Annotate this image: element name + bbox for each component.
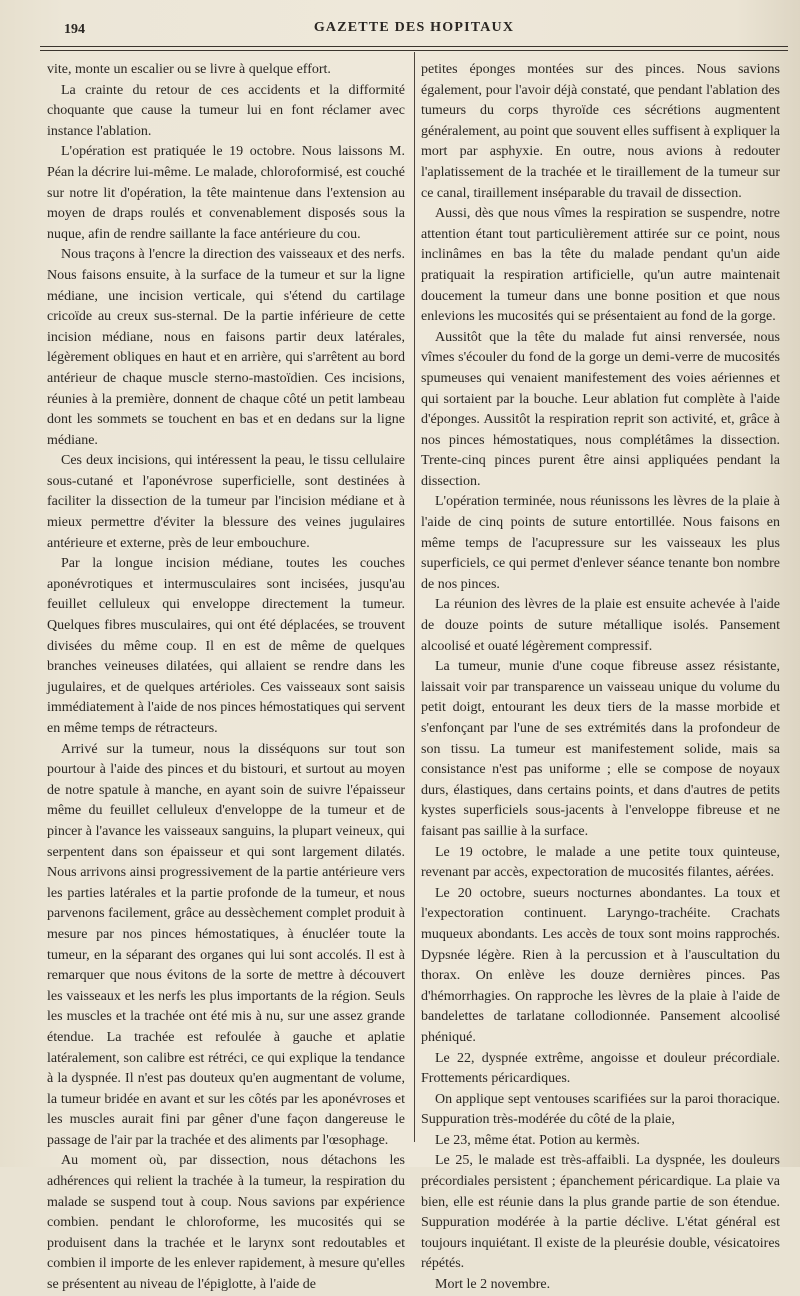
- right-column: [421, 60, 780, 1293]
- paragraph: vite, monte un escalier ou se livre à quelque effort.: [47, 62, 331, 77]
- paragraph: petites éponges montées sur des pinces. Nous savions également, pour l'avoir déjà constaté, que pendant l'ablation des tumeurs du corps thyroïde ces sécrétions augmentent généralement, au point que souvent elles suffisent à expliquer la mort par asphyxie. En outre, nous avions à redouter l'aplatissement de la trachée et le tiraillement de la tumeur sur ce canal, tiraillement inséparable du travail de dissection.: [421, 62, 780, 201]
- paragraph: Aussi, dès que nous vîmes la respiration se suspendre, notre attention étant tout particulièrement attirée sur ce point, nous inclinâmes en bas la tête du malade pendant qu'un aide pratiquait la respiration artificielle, qu'un autre maintenait doucement la tumeur dans une bonne position et que nous enlevions les mucosités qui se présentaient au fond de la gorge.: [421, 206, 780, 325]
- page-number: 194: [64, 22, 85, 37]
- paragraph: Au moment où, par dissection, nous détachons les adhérences qui relient la trachée à la tumeur, la respiration du malade se suspend tout à coup. Nous savions par expérience combien. pendant le chloroforme, les mucosités qui se produisent dans la trachée et le larynx sont redoutables et combien il importe de les enlever rapidement, à mesure qu'elles se présentent au niveau de l'épiglotte, à l'aide de: [47, 1153, 405, 1293]
- column-divider: [414, 52, 415, 1142]
- left-column: [47, 60, 405, 1293]
- running-title: GAZETTE DES HOPITAUX: [313, 20, 515, 35]
- paragraph: Aussitôt que la tête du malade fut ainsi renversée, nous vîmes s'écouler du fond de la gorge un demi-verre de mucosités spumeuses qui venaient manifestement des voies aériennes et qui sortaient par la bouche. Leur ablation fut complète à l'aide d'éponges. Aussitôt la respiration reprit son activité, et, grâce à nos pinces hémostatiques, nous complétâmes la dissection. Trente-cinq pinces purent être ainsi appliquées pendant la dissection.: [421, 329, 780, 489]
- paragraph: Le 20 octobre, sueurs nocturnes abondantes. La toux et l'expectoration continuent. Laryngo-trachéite. Crachats muqueux abondants. Les accès de toux sont moins rapprochés. Dypsnée légère. Rien à la percussion et à l'auscultation du thorax. On enlève les douze dernières pinces. Pas d'hémorrhagies. On rapproche les lèvres de la plaie à l'aide de bandelettes de tarlatane collodionnée. Pansement alcoolisé phéniqué.: [421, 885, 780, 1045]
- paragraph: Le 25, le malade est très-affaibli. La dyspnée, les douleurs précordiales persistent ; épanchement péricardique. La plaie va bien, elle est réunie dans la plus grande partie de son étendue. Suppuration modérée à la partie déclive. L'état général est toujours inquiétant. Il existe de la pleurésie double, vésicatoires répétés.: [421, 1153, 780, 1272]
- paragraph: Par la longue incision médiane, toutes les couches aponévrotiques et intermusculaires sont incisées, jusqu'au feuillet celluleux qui enveloppe directement la tumeur. Quelques fibres musculaires, qui ont été déplacées, se trouvent divisées du même coup. Il en est de même de quelques branches veineuses dilatées, qui allaient se rendre dans les jugulaires, et de quelques artérioles. Ces vaisseaux sont saisis immédiatement à l'aide de nos pinces hémostatiques qui servent en même temps de rétracteurs.: [47, 556, 405, 736]
- paragraph: L'opération est pratiquée le 19 octobre. Nous laissons M. Péan la décrire lui-même. Le malade, chloroformisé, est couché sur notre lit d'opération, la tête maintenue dans l'extension au moyen de draps roulés et convenablement disposés sous la nuque, afin de rendre saillante la face antérieure du cou.: [47, 144, 405, 242]
- paragraph: Nous traçons à l'encre la direction des vaisseaux et des nerfs. Nous faisons ensuite, à la surface de la tumeur et sur la ligne médiane, une incision verticale, qui s'étend du cartilage cricoïde au creux sus-sternal. De la partie inférieure de cette incision médiane, nous en faisons partir deux latérales, légèrement obliques en haut et en arrière, qui s'arrêtent au bord antérieur de chaque muscle sterno-mastoïdien. Ces incisions, réunies à la première, donnent de chaque côté un petit lambeau dont les sommets se touchent en bas et en dedans sur la ligne médiane.: [47, 247, 405, 448]
- paragraph: On applique sept ventouses scarifiées sur la paroi thoracique. Suppuration très-modérée du côté de la plaie,: [421, 1091, 780, 1128]
- paragraph: Le 19 octobre, le malade a une petite toux quinteuse, revenant par accès, expectoration de mucosités filantes, aérées.: [421, 844, 780, 881]
- paragraph: La réunion des lèvres de la plaie est ensuite achevée à l'aide de douze points de suture métallique isolés. Pansement alcoolisé et ouaté légèrement compressif.: [421, 597, 780, 654]
- paragraph: Ces deux incisions, qui intéressent la peau, le tissu cellulaire sous-cutané et l'aponévrose superficielle, sont destinées à faciliter la dissection de la tumeur par l'incision médiane et à mieux permettre d'éviter la blessure des veines jugulaires antérieure et externe, près de leur embouchure.: [47, 453, 405, 551]
- paragraph: Le 22, dyspnée extrême, angoisse et douleur précordiale. Frottements péricardiques.: [421, 1050, 780, 1087]
- paragraph: Arrivé sur la tumeur, nous la disséquons sur tout son pourtour à l'aide des pinces et du bistouri, et surtout au moyen de notre spatule à manche, en ayant soin de suivre l'épaisseur même du feuillet celluleux d'enveloppe de la tumeur et de pincer à l'avance les vaisseaux sanguins, la plupart veineux, qui serpentent dans son épaisseur et qui sont largement dilatés. Nous arrivons ainsi progressivement de la partie antérieure vers les parties latérales et la partie profonde de la tumeur, et nous parvenons facilement, grâce au dessèchement complet produit à mesure par nos pinces hémostatiques, à énucléer toute la tumeur, en la séparant des organes qui lui sont accolés. Il est à remarquer que nous évitons de la sorte de mettre à découvert les vaisseaux et les nerfs les plus importants de la région. Seuls les muscles et la trachée ont été mis à nu, sur une assez grande étendue. La trachée est refoulée à gauche et aplatie latéralement, son calibre est rétréci, ce qui explique la tendance à la dyspnée. Il n'est pas douteux qu'en augmentant de volume, la tumeur bridée en avant et sur les côtés par les aponévroses et les muscles aurait fini par gêner d'une façon dangereuse le passage de l'air par la trachée et des aliments par l'œsophage.: [47, 741, 405, 1148]
- paragraph: Mort le 2 novembre.: [435, 1277, 551, 1293]
- paragraph: La crainte du retour de ces accidents et la difformité choquante que cause la tumeur lui en font réclamer avec instance l'ablation.: [47, 82, 405, 139]
- header-rule-thin: [40, 50, 788, 51]
- paragraph: L'opération terminée, nous réunissons les lèvres de la plaie à l'aide de cinq points de suture entortillée. Nous faisons en même temps de l'acupressure sur les vaisseaux les plus superficiels, ce qui permet d'enlever séance tenante bon nombre de nos pinces.: [421, 494, 780, 592]
- paragraph: La tumeur, munie d'une coque fibreuse assez résistante, laissait voir par transparence un vaisseau unique du volume du petit doigt, entourant les deux tiers de la masse morbide et s'enfonçant par l'une de ses extrémités dans la profondeur de son tissu. La tumeur est manifestement solide, mais sa consistance n'est pas uniforme ; elle se compose de noyaux durs, élastiques, dans certains points, et dans d'autres de petits kystes superficiels sous-jacents à l'enveloppe fibreuse et ne faisant pas saillie à la surface.: [421, 659, 780, 839]
- page-header: [40, 18, 788, 40]
- header-rule: [40, 46, 788, 47]
- paragraph: Le 23, même état. Potion au kermès.: [435, 1132, 640, 1148]
